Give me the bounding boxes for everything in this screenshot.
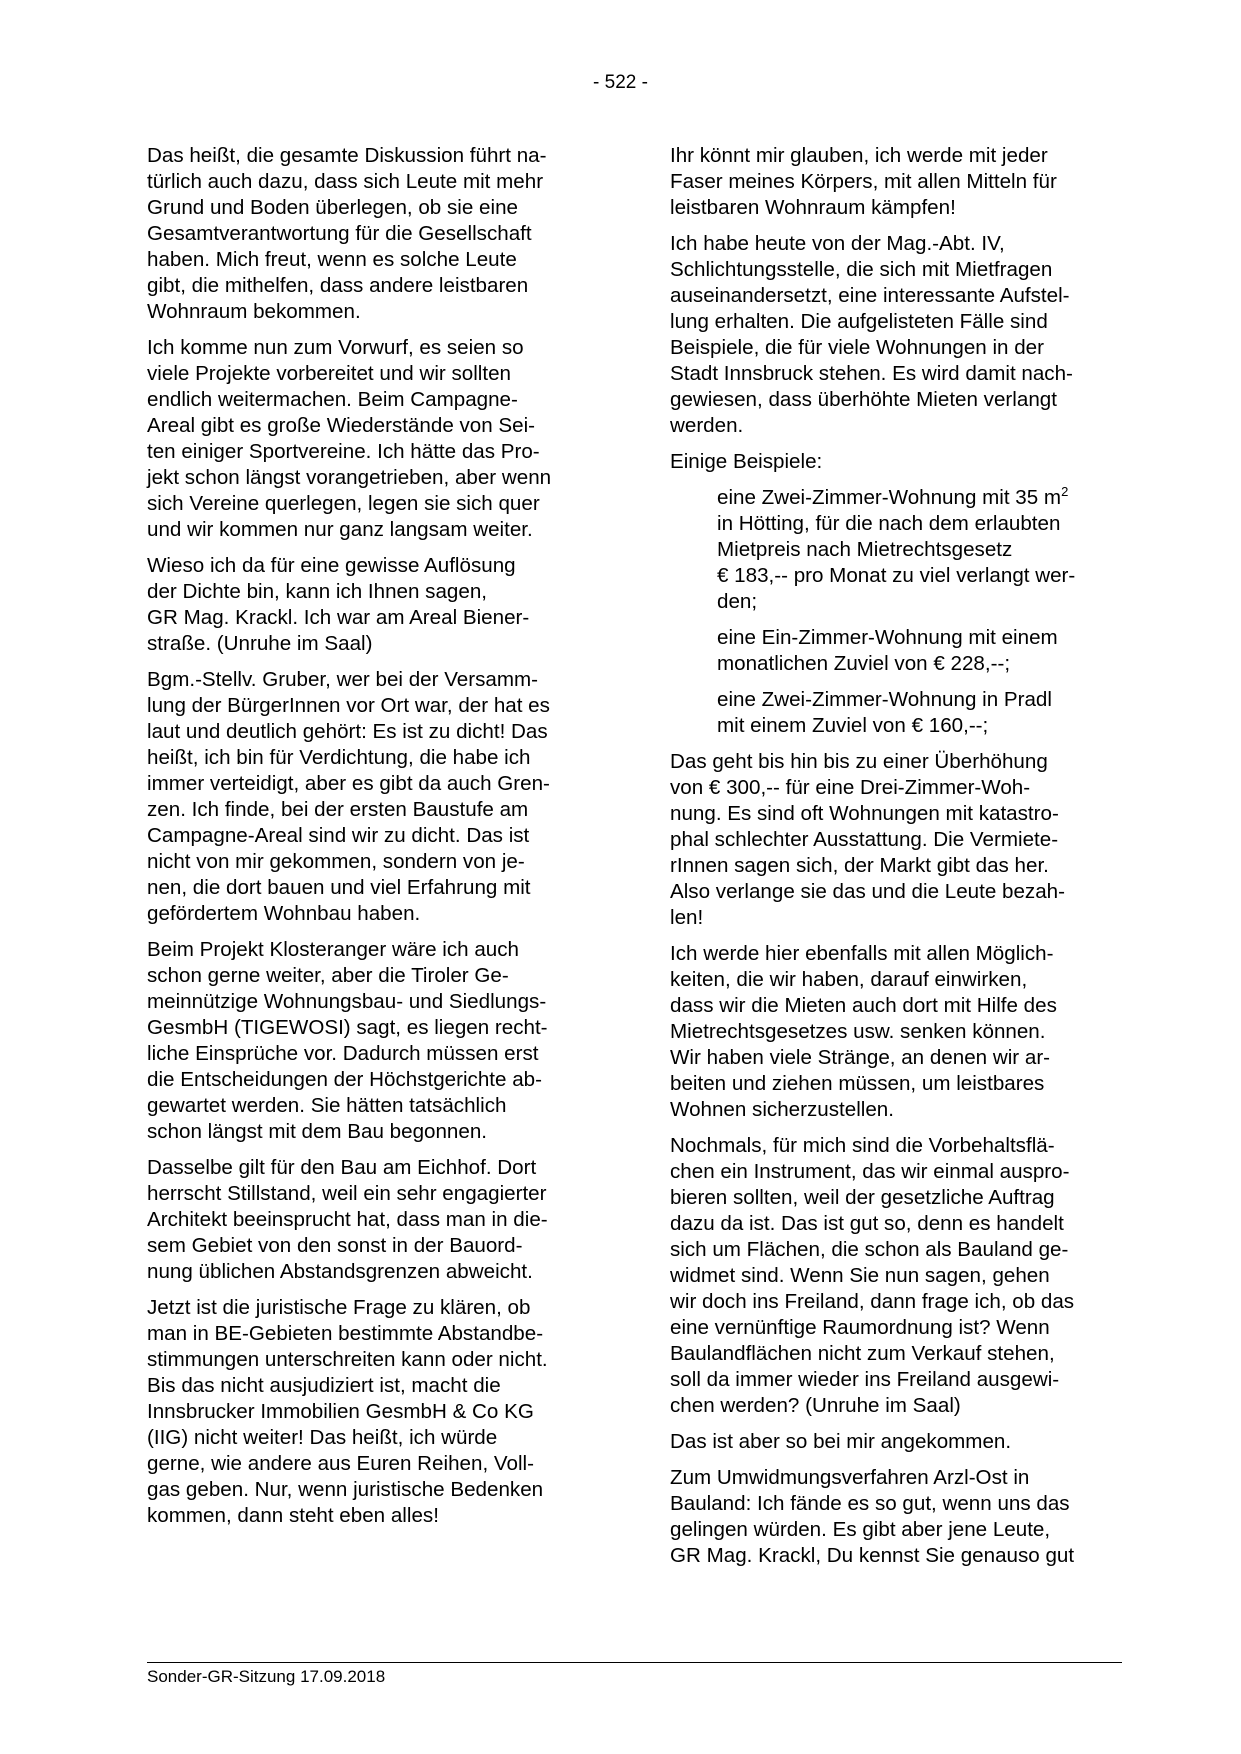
paragraph <box>670 1429 1128 1455</box>
text-line: Dasselbe gilt für den Bau am Eichhof. Dort <box>147 1156 537 1179</box>
text-line: keiten, die wir haben, darauf einwirken, <box>670 968 1028 991</box>
text-line: viele Projekte vorbereitet und wir sollten <box>147 362 512 385</box>
text-line: die Entscheidungen der Höchstgerichte ab- <box>147 1068 542 1091</box>
paragraph <box>670 231 1128 439</box>
text-line: gewartet werden. Sie hätten tatsächlich <box>147 1094 507 1117</box>
text-line: Nochmals, für mich sind die Vorbehaltsflä- <box>670 1134 1055 1157</box>
text-line: GR Mag. Krackl, Du kennst Sie genauso gut <box>670 1544 1075 1567</box>
text-line: Schlichtungsstelle, die sich mit Mietfragen <box>670 258 1053 281</box>
text-line: rInnen sagen sich, der Markt gibt das her. <box>670 854 1049 877</box>
text-line: Einige Beispiele: <box>670 450 823 473</box>
text-line: gerne, wie andere aus Euren Reihen, Voll- <box>147 1452 534 1475</box>
text-line: auseinandersetzt, eine interessante Aufstel- <box>670 284 1070 307</box>
paragraph <box>147 1295 605 1529</box>
text-line: Wieso ich da für eine gewisse Auflösung <box>147 554 516 577</box>
paragraph <box>147 553 605 657</box>
paragraph <box>147 937 605 1145</box>
text-line: man in BE-Gebieten bestimmte Abstandbe- <box>147 1322 544 1345</box>
text-line: Ihr könnt mir glauben, ich werde mit jeder <box>670 144 1048 167</box>
text-line: eine vernünftige Raumordnung ist? Wenn <box>670 1316 1050 1339</box>
text-line: Das geht bis hin bis zu einer Überhöhung <box>670 750 1048 773</box>
text-line: zen. Ich finde, bei der ersten Baustufe am <box>147 798 529 821</box>
text-line: herrscht Stillstand, weil ein sehr engagierter <box>147 1182 547 1205</box>
text-line: in Hötting, für die nach dem erlaubten <box>717 512 1061 535</box>
text-line: Campagne-Areal sind wir zu dicht. Das ist <box>147 824 530 847</box>
text-line <box>717 485 1128 511</box>
text-line: GR Mag. Krackl. Ich war am Areal Biener- <box>147 606 530 629</box>
text-line: Baulandflächen nicht zum Verkauf stehen, <box>670 1342 1055 1365</box>
text-line: meinnützige Wohnungsbau- und Siedlungs- <box>147 990 547 1013</box>
text-line: nen, die dort bauen und viel Erfahrung mit <box>147 876 531 899</box>
text-line: phal schlechter Ausstattung. Die Vermiete- <box>670 828 1059 851</box>
text-line: Bgm.-Stellv. Gruber, wer bei der Versamm- <box>147 668 539 691</box>
paragraph <box>670 941 1128 1123</box>
text-line: Ich werde hier ebenfalls mit allen Möglich- <box>670 942 1054 965</box>
text-line: nicht von mir gekommen, sondern von je- <box>147 850 525 873</box>
text-line: € 183,-- pro Monat zu viel verlangt wer- <box>717 564 1076 587</box>
text-line: türlich auch dazu, dass sich Leute mit mehr <box>147 170 544 193</box>
text-line: bieren sollten, weil der gesetzliche Auftrag <box>670 1186 1055 1209</box>
text-line: (IIG) nicht weiter! Das heißt, ich würde <box>147 1426 498 1449</box>
text-line: lung erhalten. Die aufgelisteten Fälle sind <box>670 310 1048 333</box>
paragraph <box>147 335 605 543</box>
footer-text: Sonder-GR-Sitzung 17.09.2018 <box>147 1667 386 1686</box>
text-line: gefördertem Wohnbau haben. <box>147 902 421 925</box>
text-line: gewiesen, dass überhöhte Mieten verlangt <box>670 388 1057 411</box>
text-line: Wohnraum bekommen. <box>147 300 361 323</box>
text-line: Faser meines Körpers, mit allen Mitteln für <box>670 170 1057 193</box>
left-column <box>147 143 605 1539</box>
text-line: chen ein Instrument, das wir einmal auspro- <box>670 1160 1070 1183</box>
text-line: schon längst mit dem Bau begonnen. <box>147 1120 488 1143</box>
text-line: Das heißt, die gesamte Diskussion führt na- <box>147 144 547 167</box>
text-line: den; <box>717 590 758 613</box>
text-line: Mietpreis nach Mietrechtsgesetz <box>717 538 1013 561</box>
text-line: Das ist aber so bei mir angekommen. <box>670 1430 1012 1453</box>
text-line: GesmbH (TIGEWOSI) sagt, es liegen recht- <box>147 1016 548 1039</box>
text-line: jekt schon längst vorangetrieben, aber wenn <box>147 466 552 489</box>
superscript: 2 <box>1061 484 1069 500</box>
text-line: von € 300,-- für eine Drei-Zimmer-Woh- <box>670 776 1031 799</box>
text-line: liche Einsprüche vor. Dadurch müssen erst <box>147 1042 539 1065</box>
text-line: haben. Mich freut, wenn es solche Leute <box>147 248 517 271</box>
text-line: chen werden? (Unruhe im Saal) <box>670 1394 961 1417</box>
text-line: stimmungen unterschreiten kann oder nicht. <box>147 1348 548 1371</box>
text-line: Ich habe heute von der Mag.-Abt. IV, <box>670 232 1005 255</box>
text-line: sem Gebiet von den sonst in der Bauord- <box>147 1234 523 1257</box>
text-line: Architekt beeinsprucht hat, dass man in die- <box>147 1208 548 1231</box>
text-line: eine Ein-Zimmer-Wohnung mit einem <box>717 626 1058 649</box>
text-line: gelingen würden. Es gibt aber jene Leute, <box>670 1518 1051 1541</box>
text-line: Beim Projekt Klosteranger wäre ich auch <box>147 938 520 961</box>
paragraph <box>670 749 1128 931</box>
text-line: heißt, ich bin für Verdichtung, die habe ich <box>147 746 531 769</box>
text-line: widmet sind. Wenn Sie nun sagen, gehen <box>670 1264 1050 1287</box>
text-line: Gesamtverantwortung für die Gesellschaft <box>147 222 532 245</box>
text-line: beiten und ziehen müssen, um leistbares <box>670 1072 1045 1095</box>
text-line: dazu da ist. Das ist gut so, denn es handelt <box>670 1212 1064 1235</box>
text-line: straße. (Unruhe im Saal) <box>147 632 373 655</box>
text-fragment: eine Zwei-Zimmer-Wohnung mit 35 m <box>717 486 1062 509</box>
text-line: Also verlange sie das und die Leute bezah- <box>670 880 1065 903</box>
right-column <box>670 143 1128 1579</box>
text-line: laut und deutlich gehört: Es ist zu dicht! Das <box>147 720 548 743</box>
text-line: gibt, die mithelfen, dass andere leistbaren <box>147 274 529 297</box>
text-line: monatlichen Zuviel von € 228,--; <box>717 652 1011 675</box>
paragraph <box>147 1155 605 1285</box>
text-line: Wohnen sicherzustellen. <box>670 1098 894 1121</box>
example-item <box>717 485 1128 615</box>
text-line: Mietrechtsgesetzes usw. senken können. <box>670 1020 1046 1043</box>
text-line: soll da immer wieder ins Freiland ausgewi- <box>670 1368 1060 1391</box>
paragraph <box>147 143 605 325</box>
text-line: mit einem Zuviel von € 160,--; <box>717 714 989 737</box>
paragraph <box>670 1465 1128 1569</box>
text-line: gas geben. Nur, wenn juristische Bedenken <box>147 1478 544 1501</box>
text-line: Zum Umwidmungsverfahren Arzl-Ost in <box>670 1466 1030 1489</box>
text-line: eine Zwei-Zimmer-Wohnung in Pradl <box>717 688 1052 711</box>
text-line: Wir haben viele Stränge, an denen wir ar- <box>670 1046 1051 1069</box>
text-line: kommen, dann steht eben alles! <box>147 1504 439 1527</box>
text-line: Ich komme nun zum Vorwurf, es seien so <box>147 336 524 359</box>
text-line: sich Vereine querlegen, legen sie sich quer <box>147 492 540 515</box>
text-line: nung üblichen Abstandsgrenzen abweicht. <box>147 1260 533 1283</box>
example-item <box>717 687 1128 739</box>
text-line: Areal gibt es große Wiederstände von Sei- <box>147 414 536 437</box>
text-line: len! <box>670 906 704 929</box>
text-line: wir doch ins Freiland, dann frage ich, ob das <box>670 1290 1075 1313</box>
text-line: endlich weitermachen. Beim Campagne- <box>147 388 518 411</box>
text-line: werden. <box>670 414 744 437</box>
paragraph <box>670 449 1128 475</box>
paragraph <box>670 1133 1128 1419</box>
text-line: Bauland: Ich fände es so gut, wenn uns das <box>670 1492 1070 1515</box>
text-line: und wir kommen nur ganz langsam weiter. <box>147 518 533 541</box>
text-line: nung. Es sind oft Wohnungen mit katastro- <box>670 802 1059 825</box>
text-line: leistbaren Wohnraum kämpfen! <box>670 196 956 219</box>
text-line: Jetzt ist die juristische Frage zu klären, ob <box>147 1296 531 1319</box>
text-line: der Dichte bin, kann ich Ihnen sagen, <box>147 580 488 603</box>
text-line: Grund und Boden überlegen, ob sie eine <box>147 196 518 219</box>
text-line: Stadt Innsbruck stehen. Es wird damit nach- <box>670 362 1073 385</box>
page-number: - 522 - <box>593 72 648 93</box>
text-line: schon gerne weiter, aber die Tiroler Ge- <box>147 964 509 987</box>
text-line: immer verteidigt, aber es gibt da auch Gren- <box>147 772 550 795</box>
text-line: dass wir die Mieten auch dort mit Hilfe des <box>670 994 1057 1017</box>
text-line: Beispiele, die für viele Wohnungen in der <box>670 336 1044 359</box>
text-line: Bis das nicht ausjudiziert ist, macht die <box>147 1374 501 1397</box>
paragraph <box>147 667 605 927</box>
text-line: sich um Flächen, die schon als Bauland ge- <box>670 1238 1069 1261</box>
text-line: ten einiger Sportvereine. Ich hätte das Pro- <box>147 440 540 463</box>
paragraph <box>670 143 1128 221</box>
example-item <box>717 625 1128 677</box>
text-line: Innsbrucker Immobilien GesmbH & Co KG <box>147 1400 534 1423</box>
text-line: lung der BürgerInnen vor Ort war, der hat es <box>147 694 550 717</box>
footer-rule <box>147 1662 1122 1663</box>
